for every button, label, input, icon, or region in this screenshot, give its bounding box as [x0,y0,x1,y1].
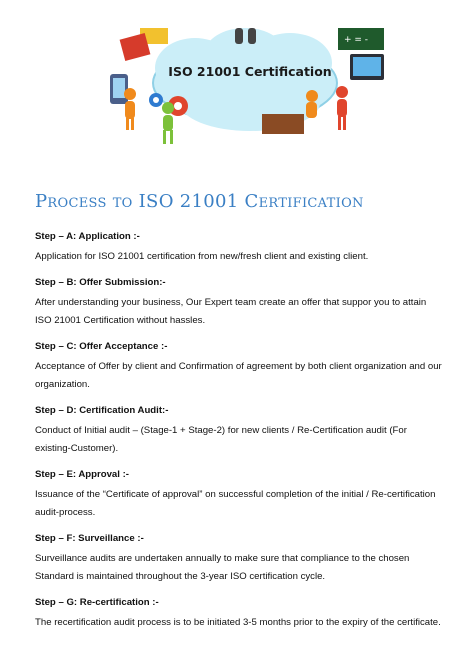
step-heading: Step – B: Offer Submission:- [35,277,166,288]
banner-cloud-label: ISO 21001 Certification [168,64,332,79]
chalkboard-icon [338,28,384,50]
step-description: Conduct of Initial audit – (Stage-1 + Stage-2) for new clients / Re-Certification audit (For existing-Customer). [35,425,407,454]
step-heading: Step – A: Application :- [35,231,140,242]
step-item [35,275,445,330]
step-item [35,595,445,632]
monitor-icon [350,54,384,80]
page-title: Process to ISO 21001 Certification [35,191,364,212]
person-figure-icon [336,86,348,130]
step-item [35,403,445,458]
svg-text:+ = -: + = - [344,35,369,45]
steps-list [35,229,445,641]
phone-icon [110,74,128,104]
step-item [35,467,445,522]
step-item [35,229,445,266]
step-description: The recertification audit process is to be initiated 3-5 months prior to the expiry of the certificate. [35,617,441,628]
step-description: After understanding your business, Our Expert team create an offer that suppor you to attain ISO 21001 Certification without hassles. [35,297,427,326]
person-figure-icon [162,102,174,144]
step-description: Surveillance audits are undertaken annually to make sure that compliance to the chosen Standard is maintained throughout the 3-year ISO certification cycle. [35,553,410,582]
step-description: Application for ISO 21001 certification from new/fresh client and existing client. [35,251,369,262]
step-heading: Step – C: Offer Acceptance :- [35,341,168,352]
step-heading: Step – G: Re-certification :- [35,597,159,608]
step-heading: Step – D: Certification Audit:- [35,405,169,416]
step-item [35,339,445,394]
step-item [35,531,445,586]
step-description: Acceptance of Offer by client and Confirmation of agreement by both client organization and our organization. [35,361,442,390]
step-heading: Step – F: Surveillance :- [35,533,144,544]
book-icon [120,33,151,61]
step-heading: Step – E: Approval :- [35,469,129,480]
step-description: Issuance of the “Certificate of approval” on successful completion of the initial / Re-certification audit-process. [35,489,436,518]
banner-illustration [100,28,390,148]
person-figure-icon [124,88,136,130]
